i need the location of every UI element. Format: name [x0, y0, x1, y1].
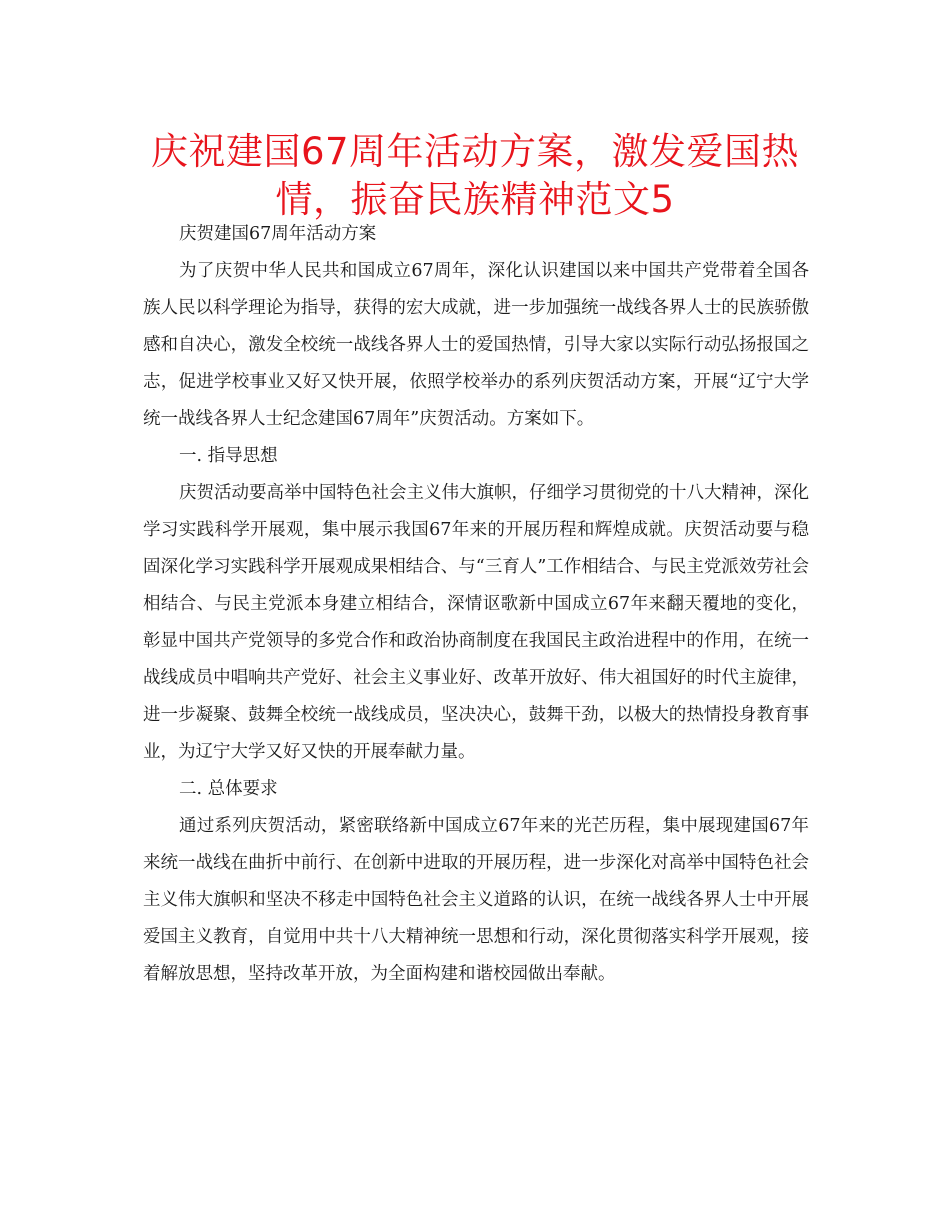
section-heading-general-requirements: 二. 总体要求	[179, 779, 278, 799]
section-body-guiding-ideology: 庆贺活动要高举中国特色社会主义伟大旗帜，仔细学习贯彻党的十八大精神，深化学习实践科学开展观，集中展示我国67年来的开展历程和辉煌成就。庆贺活动要与稳固深化学习实践科学开展观成果相结合、与“三育人”工作相结合、与民主党派效劳社会相结合、与民主党派本身建立相结合，深情讴歌新中国成立67年来翻天覆地的变化，彰显中国共产党领导的多党合作和政治协商制度在我国民主政治进程中的作用，在统一战线成员中唱响共产党好、社会主义事业好、改革开放好、伟大祖国好的时代主旋律，进一步凝聚、鼓舞全校统一战线成员，坚决决心，鼓舞干劲，以极大的热情投身教育事业，为辽宁大学又好又快的开展奉献力量。	[143, 483, 809, 762]
document-subtitle: 庆贺建国67周年活动方案	[179, 224, 377, 244]
document-title: 庆祝建国67周年活动方案，激发爱国热情，振奋民族精神范文5	[150, 130, 800, 221]
section-body-general-requirements: 通过系列庆贺活动，紧密联络新中国成立67年来的光芒历程，集中展现建国67年来统一战线在曲折中前行、在创新中进取的开展历程，进一步深化对高举中国特色社会主义伟大旗帜和坚决不移走中国特色社会主义道路的认识，在统一战线各界人士中开展爱国主义教育，自觉用中共十八大精神统一思想和行动，深化贯彻落实科学开展观，接着解放思想，坚持改革开放，为全面构建和谐校园做出奉献。	[143, 816, 809, 984]
intro-paragraph: 为了庆贺中华人民共和国成立67周年，深化认识建国以来中国共产党带着全国各族人民以科学理论为指导，获得的宏大成就，进一步加强统一战线各界人士的民族骄傲感和自决心，激发全校统一战线各界人士的爱国热情，引导大家以实际行动弘扬报国之志，促进学校事业又好又快开展，依照学校举办的系列庆贺活动方案，开展“辽宁大学统一战线各界人士纪念建国67周年”庆贺活动。方案如下。	[143, 261, 809, 429]
document-body	[143, 216, 809, 993]
section-heading-guiding-ideology: 一. 指导思想	[179, 446, 278, 466]
